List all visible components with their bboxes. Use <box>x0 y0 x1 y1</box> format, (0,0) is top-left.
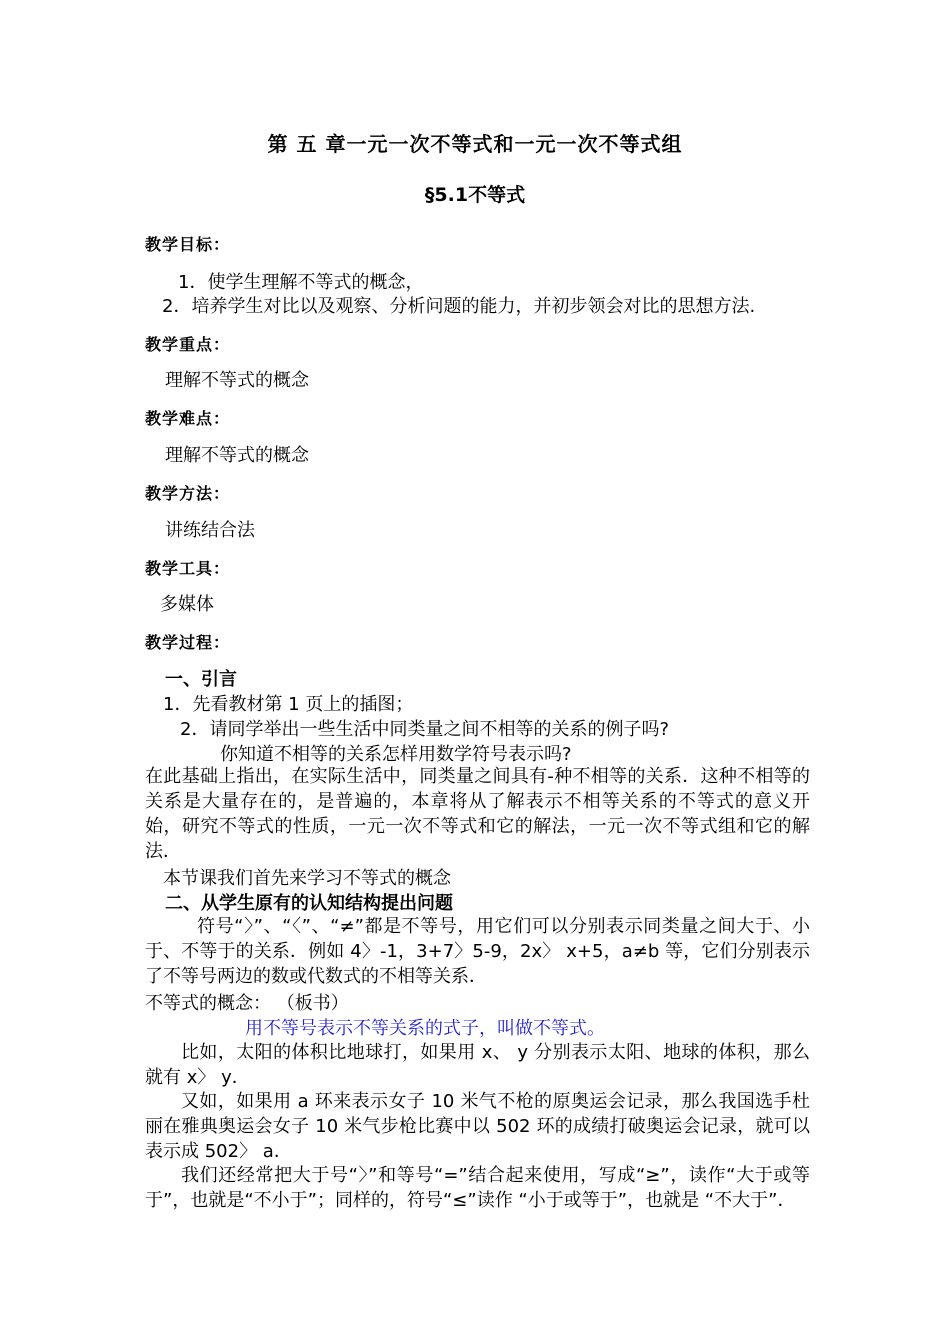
objective-item-1: 1．使学生理解不等式的概念， <box>178 272 424 293</box>
part2-paragraph-symbols: 符号“〉”、“〈”、“≠”都是不等号，用它们可以分别表示同类量之间大于、小于、不等于的关系．例如 4〉-1，3+7〉5-9，2x〉 x+5，a≠b 等，它们分别表示了不等号两边的数或代数式的不相等关系． <box>145 916 810 987</box>
difficulties-heading: 教学难点： <box>145 409 231 428</box>
part2-paragraph-symbols-combined: 我们还经常把大于号“〉”和等号“=”结合起来使用，写成“≥”，读作“大于或等于”，也就是“不小于”；同样的，符号“≤”读作 “小于或等于”，也就是 “不大于”． <box>145 1165 810 1211</box>
part2-paragraph-example-2: 又如，如果用 a 环来表示女子 10 米气不枪的原奥运会记录，那么我国选手杜丽在雅典奥运会女子 10 米气步枪比赛中以 502 环的成绩打破奥运会记录，就可以表示成 502〉 a． <box>145 1091 810 1162</box>
objective-item-2: 2．培养学生对比以及观察、分析问题的能力，并初步领会对比的思想方法. <box>162 296 756 317</box>
part1-item-3: 你知道不相等的关系怎样用数学符号表示吗? <box>220 744 572 765</box>
part1-item-2: 2．请同学举出一些生活中同类量之间不相等的关系的例子吗? <box>180 719 670 740</box>
method-heading: 教学方法： <box>145 484 231 503</box>
tools-heading: 教学工具： <box>145 559 231 578</box>
part1-paragraph: 在此基础上指出，在实际生活中，同类量之间具有-种不相等的关系．这种不相等的关系是大量存在的，是普遍的，本章将从了解表示不相等关系的不等式的意义开始，研究不等式的性质，一元一次不等式和它的解法，一元一次不等式组和它的解法． <box>145 766 810 862</box>
process-heading: 教学过程： <box>145 633 231 652</box>
method-text: 讲练结合法 <box>165 520 255 541</box>
part2-paragraph-example-1: 比如，太阳的体积比地球打，如果用 x、 y 分别表示太阳、地球的体积，那么就有 x〉 y． <box>145 1042 810 1088</box>
key-points-text: 理解不等式的概念 <box>165 370 309 391</box>
tools-text: 多媒体 <box>160 594 214 615</box>
chapter-title: 第 五 章一元一次不等式和一元一次不等式组 <box>267 132 683 156</box>
difficulties-text: 理解不等式的概念 <box>165 445 309 466</box>
concept-label: 不等式的概念： （板书） <box>145 993 349 1014</box>
objectives-heading: 教学目标： <box>145 235 231 254</box>
part1-closing: 本节课我们首先来学习不等式的概念 <box>163 868 451 889</box>
section-title: §5.1不等式 <box>424 184 526 206</box>
definition-text: 用不等号表示不等关系的式子，叫做不等式。 <box>245 1018 605 1039</box>
part1-heading: 一、引言 <box>165 669 237 690</box>
key-points-heading: 教学重点： <box>145 335 231 354</box>
part1-item-1: 1．先看教材第 1 页上的插图； <box>163 694 414 715</box>
part2-heading: 二、从学生原有的认知结构提出问题 <box>165 893 453 914</box>
